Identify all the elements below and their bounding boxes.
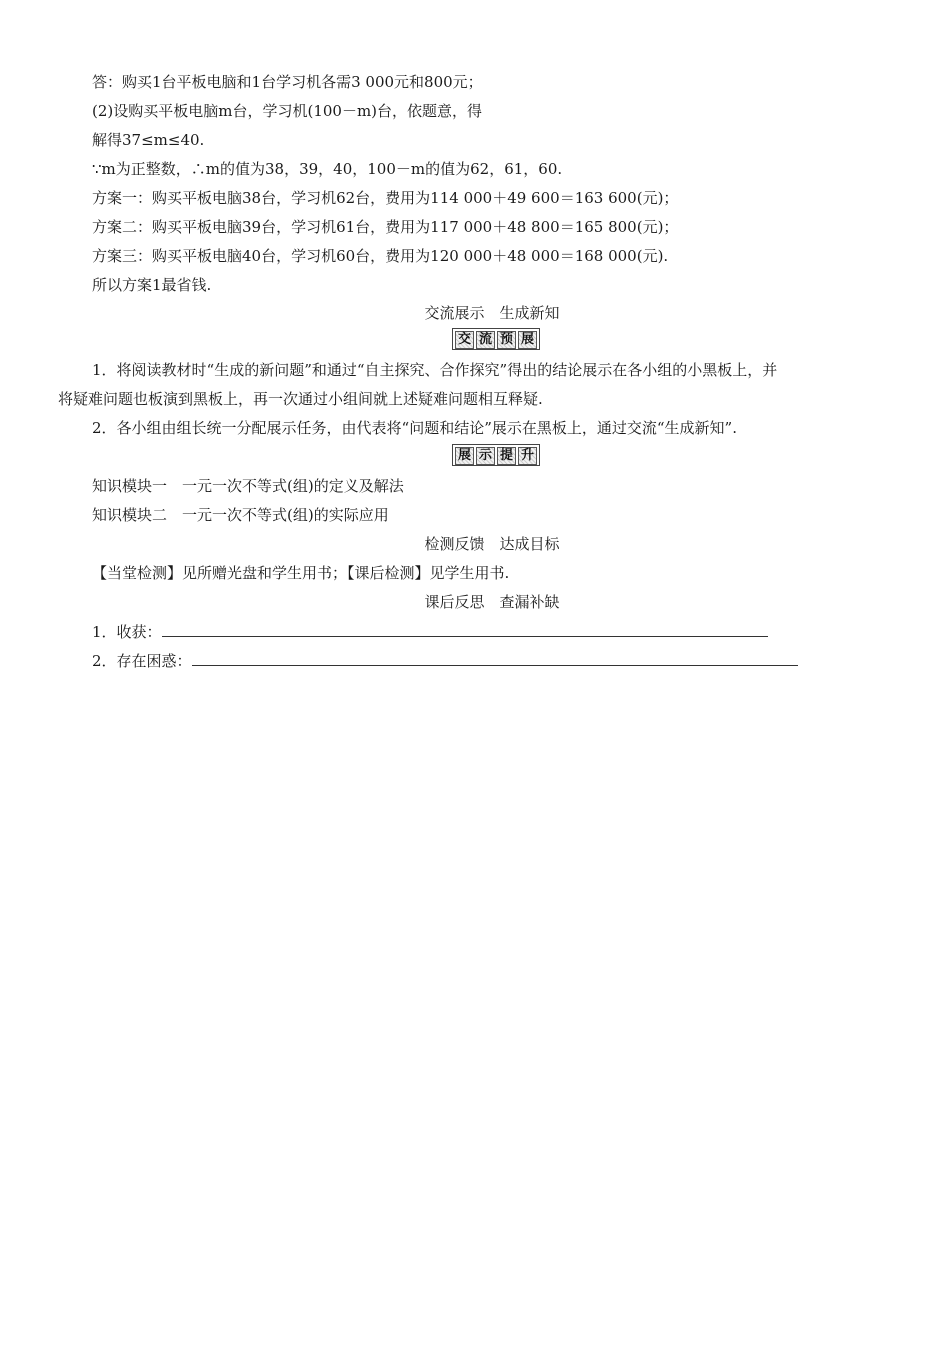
setup-line: (2)设购买平板电脑m台，学习机(100－m)台，依题意，得 [92, 102, 483, 120]
badge-char: 提 [497, 447, 516, 465]
badge-char: 流 [476, 331, 495, 349]
knowledge-module-2: 知识模块二 一元一次不等式(组)的实际应用 [92, 506, 389, 524]
plan-three: 方案三：购买平板电脑40台，学习机60台，费用为120 000＋48 000＝168 000(元). [92, 247, 669, 265]
badge-char: 展 [455, 447, 474, 465]
reflect-gain [92, 620, 768, 640]
badge-char: 示 [476, 447, 495, 465]
badge-char: 预 [497, 331, 516, 349]
confusion-label: 2．存在困惑： [92, 652, 192, 670]
exchange-item-1-line-2: 将疑难问题也板演到黑板上，再一次通过小组间就上述疑难问题相互释疑. [58, 390, 543, 408]
solution-range: 解得37≤m≤40. [92, 131, 205, 149]
plan-one: 方案一：购买平板电脑38台，学习机62台，费用为114 000＋49 600＝163 600(元)； [92, 189, 679, 207]
badge-char: 展 [518, 331, 537, 349]
section-title-reflect: 课后反思 查漏补缺 [424, 593, 560, 611]
gain-blank-line[interactable] [162, 620, 768, 637]
knowledge-module-1: 知识模块一 一元一次不等式(组)的定义及解法 [92, 477, 404, 495]
confusion-blank-line[interactable] [192, 649, 798, 666]
section-title-check: 检测反馈 达成目标 [424, 535, 560, 553]
conclusion: 所以方案1最省钱. [92, 276, 212, 294]
exchange-item-1-line-1: 1．将阅读教材时“生成的新问题”和通过“自主探究、合作探究”得出的结论展示在各小组的小黑板上，并 [92, 361, 778, 379]
integer-values: ∵m为正整数，∴m的值为38，39，40，100－m的值为62，61，60. [92, 160, 563, 178]
exchange-preview-badge [452, 328, 540, 350]
check-text: 【当堂检测】见所赠光盘和学生用书；【课后检测】见学生用书. [92, 564, 510, 582]
exchange-item-2: 2．各小组由组长统一分配展示任务，由代表将“问题和结论”展示在黑板上，通过交流“生成新知”. [92, 419, 737, 437]
badge-char: 交 [455, 331, 474, 349]
section-title-exchange: 交流展示 生成新知 [424, 304, 560, 322]
reflect-confusion [92, 649, 798, 669]
answer-line: 答：购买1台平板电脑和1台学习机各需3 000元和800元； [92, 73, 483, 91]
badge-char: 升 [518, 447, 537, 465]
plan-two: 方案二：购买平板电脑39台，学习机61台，费用为117 000＋48 800＝165 800(元)； [92, 218, 679, 236]
gain-label: 1．收获： [92, 623, 162, 641]
show-improve-badge [452, 444, 540, 466]
